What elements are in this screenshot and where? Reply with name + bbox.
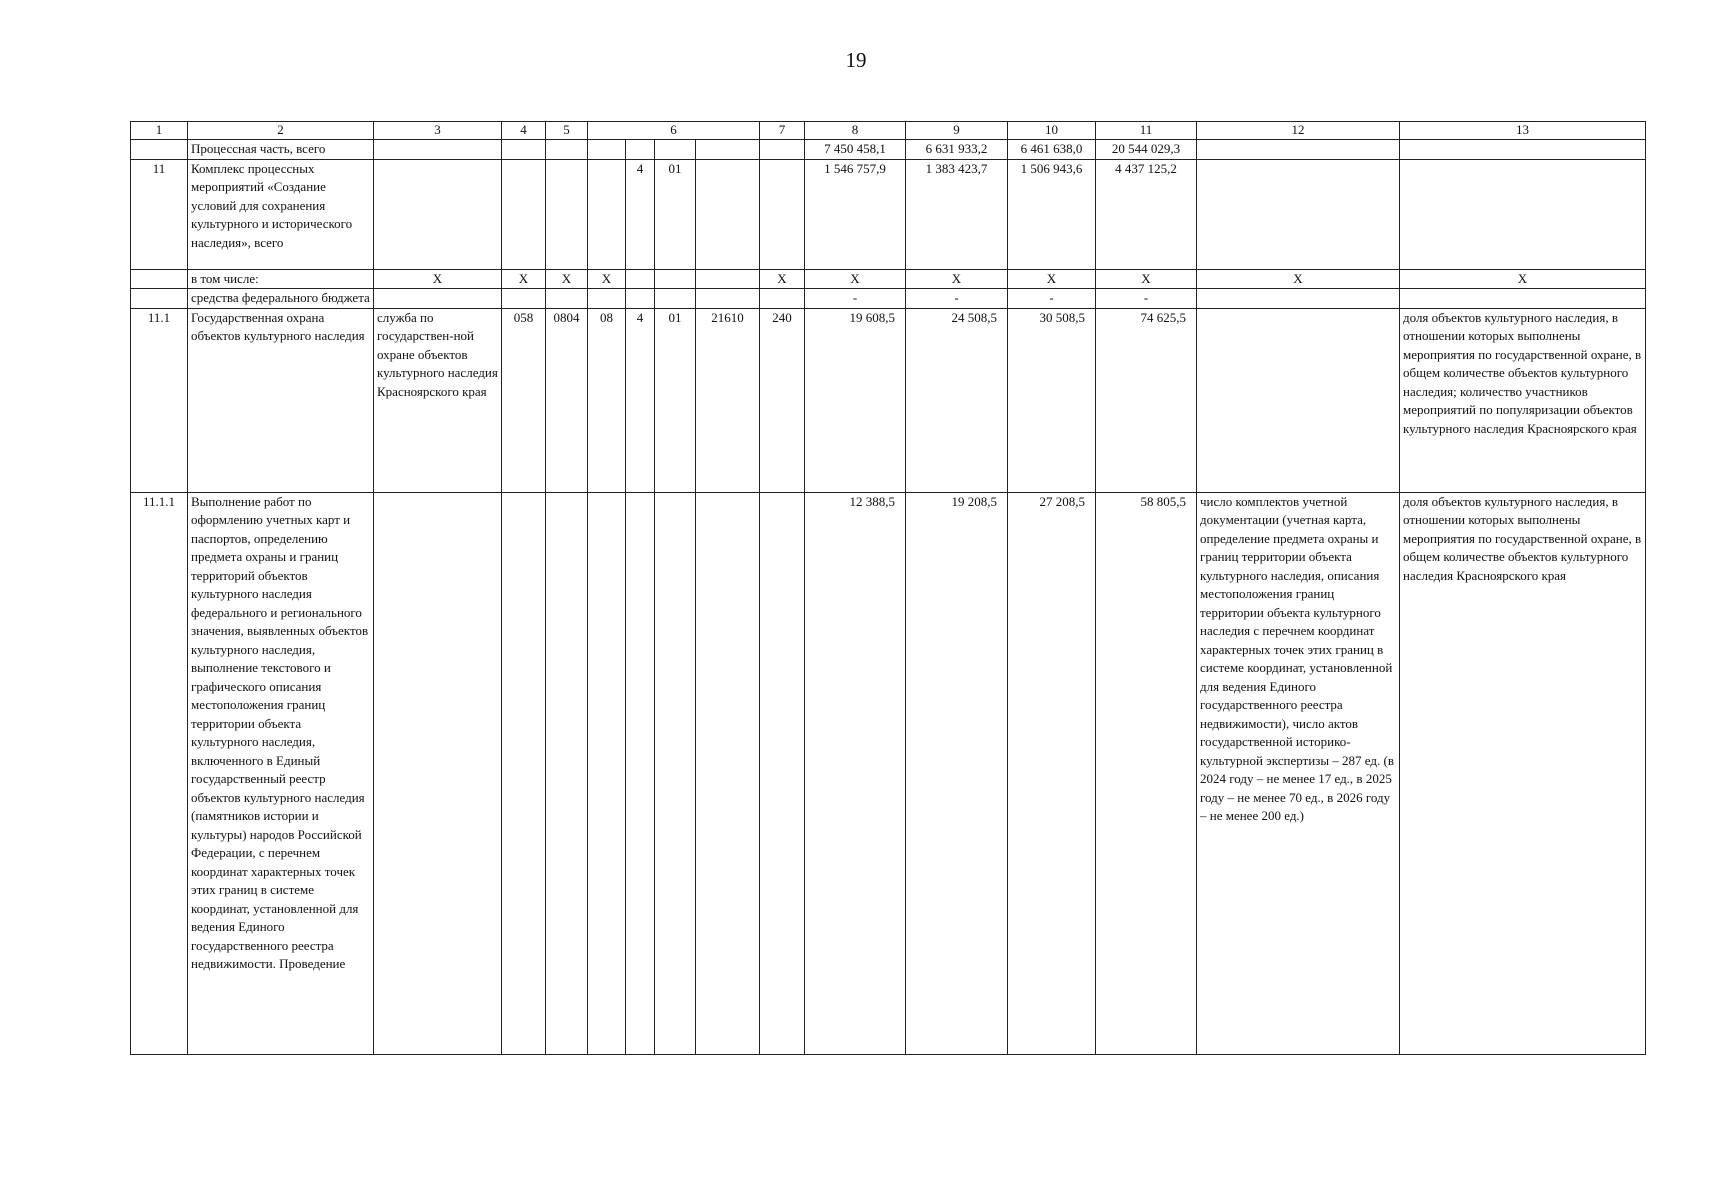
subprogram-code: 4 — [626, 308, 655, 492]
executor: служба по государствен-ной охране объектов культурного наследия Красноярского края — [374, 308, 502, 492]
item-11-1-1-row — [131, 492, 1646, 1054]
header-cell: 11 — [1096, 122, 1197, 140]
dash: - — [1096, 289, 1197, 309]
amount-2024: 7 450 458,1 — [805, 140, 906, 160]
target-indicator: доля объектов культурного наследия, в отношении которых выполнены мероприятия по государственной охране, в общем количестве объектов культурного наследия; количество участников мероприятий по популяризации объектов культурного наследия Красноярского края — [1400, 308, 1646, 492]
x-mark: Х — [502, 269, 546, 289]
header-cell: 3 — [374, 122, 502, 140]
amount-total: 20 544 029,3 — [1096, 140, 1197, 160]
row-number: 11.1 — [131, 308, 188, 492]
expense-type: 240 — [760, 308, 805, 492]
federal-budget-row — [131, 289, 1646, 309]
x-mark: Х — [546, 269, 588, 289]
amount-2025: 19 208,5 — [906, 492, 1008, 1054]
header-cell: 12 — [1197, 122, 1400, 140]
amount-2026: 6 461 638,0 — [1008, 140, 1096, 160]
header-cell: 5 — [546, 122, 588, 140]
row-title: Комплекс процессных мероприятий «Создание условий для сохранения культурного и исторического наследия», всего — [188, 159, 374, 269]
amount-2026: 30 508,5 — [1008, 308, 1096, 492]
header-cell: 10 — [1008, 122, 1096, 140]
x-mark: Х — [1008, 269, 1096, 289]
dash: - — [1008, 289, 1096, 309]
row-title: Выполнение работ по оформлению учетных карт и паспортов, определению предмета охраны и границ территорий объектов культурного наследия федерального и регионального значения, выявленных объектов культурного наследия, выполнение текстового и графического описания местоположения границ территории объекта культурного наследия, включенного в Единый государственный реестр объектов культурного наследия (памятников истории и культуры) народов Российской Федерации, с перечнем координат характерных точек этих границ в системе координат, установленной для ведения Единого государственного реестра недвижимости. Проведение — [188, 492, 374, 1054]
amount-2026: 1 506 943,6 — [1008, 159, 1096, 269]
header-cell: 9 — [906, 122, 1008, 140]
section-code: 0804 — [546, 308, 588, 492]
row-title: Государственная охрана объектов культурного наследия — [188, 308, 374, 492]
amount-2024: 12 388,5 — [805, 492, 906, 1054]
amount-total: 4 437 125,2 — [1096, 159, 1197, 269]
x-mark: Х — [374, 269, 502, 289]
x-mark: Х — [588, 269, 626, 289]
process-total-row — [131, 140, 1646, 160]
row-number: 11.1.1 — [131, 492, 188, 1054]
header-cell: 2 — [188, 122, 374, 140]
header-cell: 7 — [760, 122, 805, 140]
gov-code: 058 — [502, 308, 546, 492]
row-number: 11 — [131, 159, 188, 269]
page-number: 19 — [845, 48, 867, 72]
event-code: 01 — [655, 308, 696, 492]
column-number-header — [131, 122, 1646, 140]
direction-code: 21610 — [696, 308, 760, 492]
x-mark: Х — [1400, 269, 1646, 289]
amount-total: 74 625,5 — [1096, 308, 1197, 492]
program-table — [130, 121, 1646, 1055]
subprogram-code: 01 — [655, 159, 696, 269]
complex-row — [131, 159, 1646, 269]
x-mark: Х — [805, 269, 906, 289]
row-title: Процессная часть, всего — [188, 140, 374, 160]
row-title: в том числе: — [188, 269, 374, 289]
x-mark: Х — [1197, 269, 1400, 289]
header-cell: 8 — [805, 122, 906, 140]
x-mark: Х — [906, 269, 1008, 289]
x-mark: Х — [760, 269, 805, 289]
header-cell: 6 — [588, 122, 760, 140]
including-row — [131, 269, 1646, 289]
dash: - — [906, 289, 1008, 309]
amount-2026: 27 208,5 — [1008, 492, 1096, 1054]
amount-2024: 19 608,5 — [805, 308, 906, 492]
program-code: 08 — [588, 308, 626, 492]
header-cell: 4 — [502, 122, 546, 140]
amount-total: 58 805,5 — [1096, 492, 1197, 1054]
row-title: средства федерального бюджета — [188, 289, 374, 309]
header-cell: 13 — [1400, 122, 1646, 140]
x-mark: Х — [1096, 269, 1197, 289]
expected-result: число комплектов учетной документации (учетная карта, определение предмета охраны и границ территории объекта культурного наследия, описания местоположения границ территории объекта культурного наследия с перечнем координат характерных точек этих границ в системе координат, установленной для ведения Единого государственного реестра недвижимости), число актов государственной историко-культурной экспертизы – 287 ед. (в 2024 году – не менее 17 ед., в 2025 году – не менее 70 ед., в 2026 году – не менее 200 ед.) — [1197, 492, 1400, 1054]
amount-2025: 6 631 933,2 — [906, 140, 1008, 160]
item-11-1-row — [131, 308, 1646, 492]
amount-2025: 24 508,5 — [906, 308, 1008, 492]
amount-2025: 1 383 423,7 — [906, 159, 1008, 269]
target-indicator: доля объектов культурного наследия, в отношении которых выполнены мероприятия по государственной охране, в общем количестве объектов культурного наследия Красноярского края — [1400, 492, 1646, 1054]
program-code: 4 — [626, 159, 655, 269]
header-cell: 1 — [131, 122, 188, 140]
dash: - — [805, 289, 906, 309]
amount-2024: 1 546 757,9 — [805, 159, 906, 269]
